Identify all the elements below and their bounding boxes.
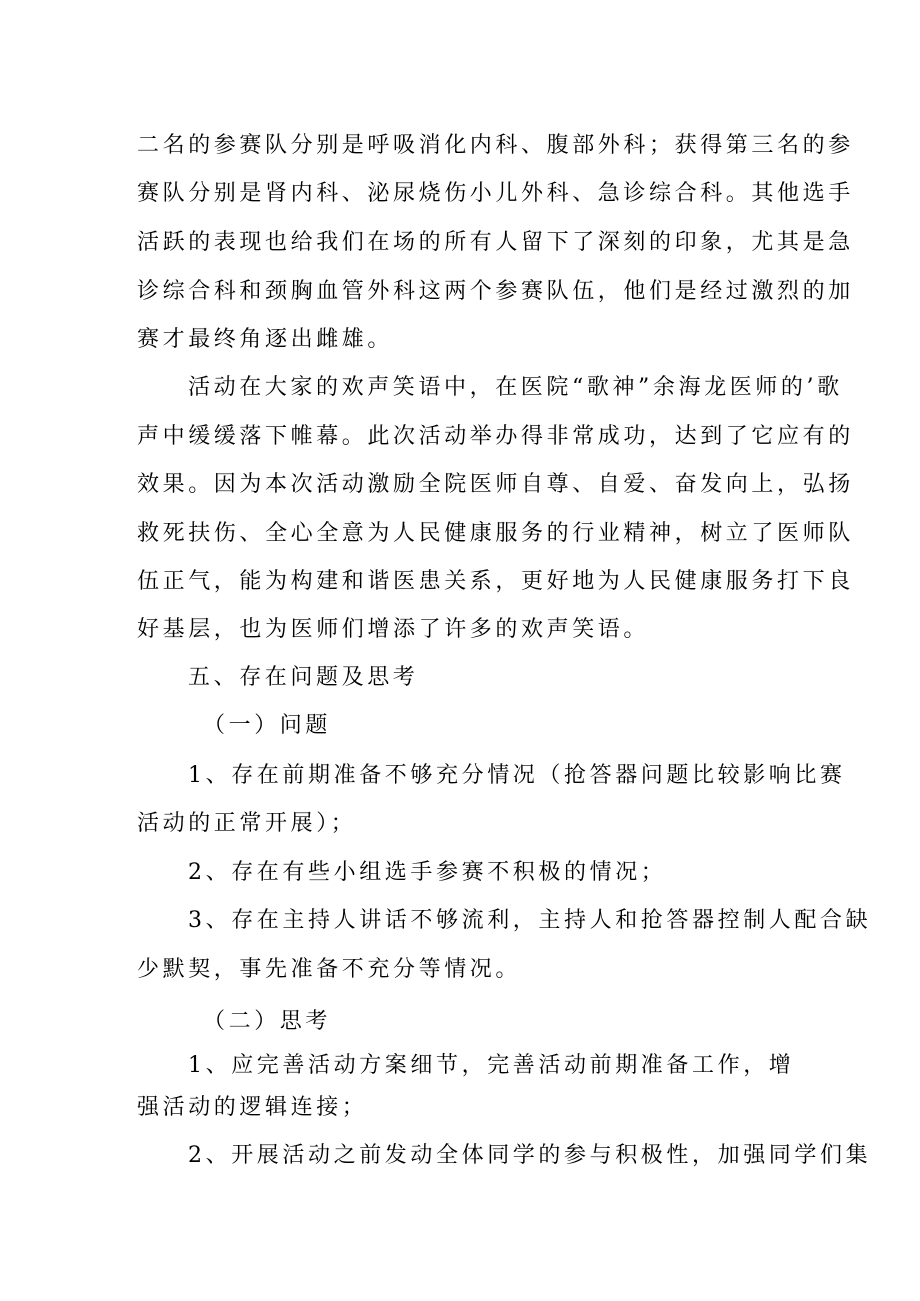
text-line: 活跃的表现也给我们在场的所有人留下了深刻的印象，尤其是急 <box>137 230 854 255</box>
text-line: 活动的正常开展）； <box>137 811 357 836</box>
text-line: 2、存在有些小组选手参赛不积极的情况； <box>188 860 667 885</box>
text-line: 效果。因为本次活动激励全院医师自尊、自爱、奋发向上，弘扬 <box>137 472 854 497</box>
text-line: 声中缓缓落下帷幕。此次活动举办得非常成功，达到了它应有的 <box>137 424 854 449</box>
text-line: 诊综合科和颈胸血管外科这两个参赛队伍，他们是经过激烈的加 <box>137 279 854 304</box>
text-line: 赛队分别是肾内科、泌尿烧伤小儿外科、急诊综合科。其他选手 <box>137 181 854 206</box>
section-heading: 五、存在问题及思考 <box>188 665 419 690</box>
sub-heading-thoughts: （二）思考 <box>203 1009 332 1034</box>
text-line: 1、应完善活动方案细节，完善活动前期准备工作，增 <box>188 1053 795 1078</box>
text-line: 2、开展活动之前发动全体同学的参与积极性，加强同学们集 <box>188 1143 872 1168</box>
sub-heading-problems: （一）问题 <box>203 713 332 738</box>
text-line: 救死扶伤、全心全意为人民健康服务的行业精神，树立了医师队 <box>137 521 854 546</box>
text-line: 好基层，也为医师们增添了许多的欢声笑语。 <box>137 617 650 642</box>
text-line: 活动在大家的欢声笑语中，在医院“歌神”余海龙医师的’歌 <box>188 375 843 400</box>
text-line: 1、存在前期准备不够充分情况（抢答器问题比较影响比赛 <box>188 763 846 788</box>
text-line: 赛才最终角逐出雌雄。 <box>137 327 394 352</box>
text-line: 3、存在主持人讲话不够流利，主持人和抢答器控制人配合缺 <box>188 908 872 933</box>
text-line: 强活动的逻辑连接； <box>137 1095 368 1120</box>
text-line: 二名的参赛队分别是呼吸消化内科、腹部外科；获得第三名的参 <box>137 133 854 158</box>
text-line: 伍正气，能为构建和谐医患关系，更好地为人民健康服务打下良 <box>137 569 854 594</box>
text-line: 少默契，事先准备不充分等情况。 <box>137 957 522 982</box>
